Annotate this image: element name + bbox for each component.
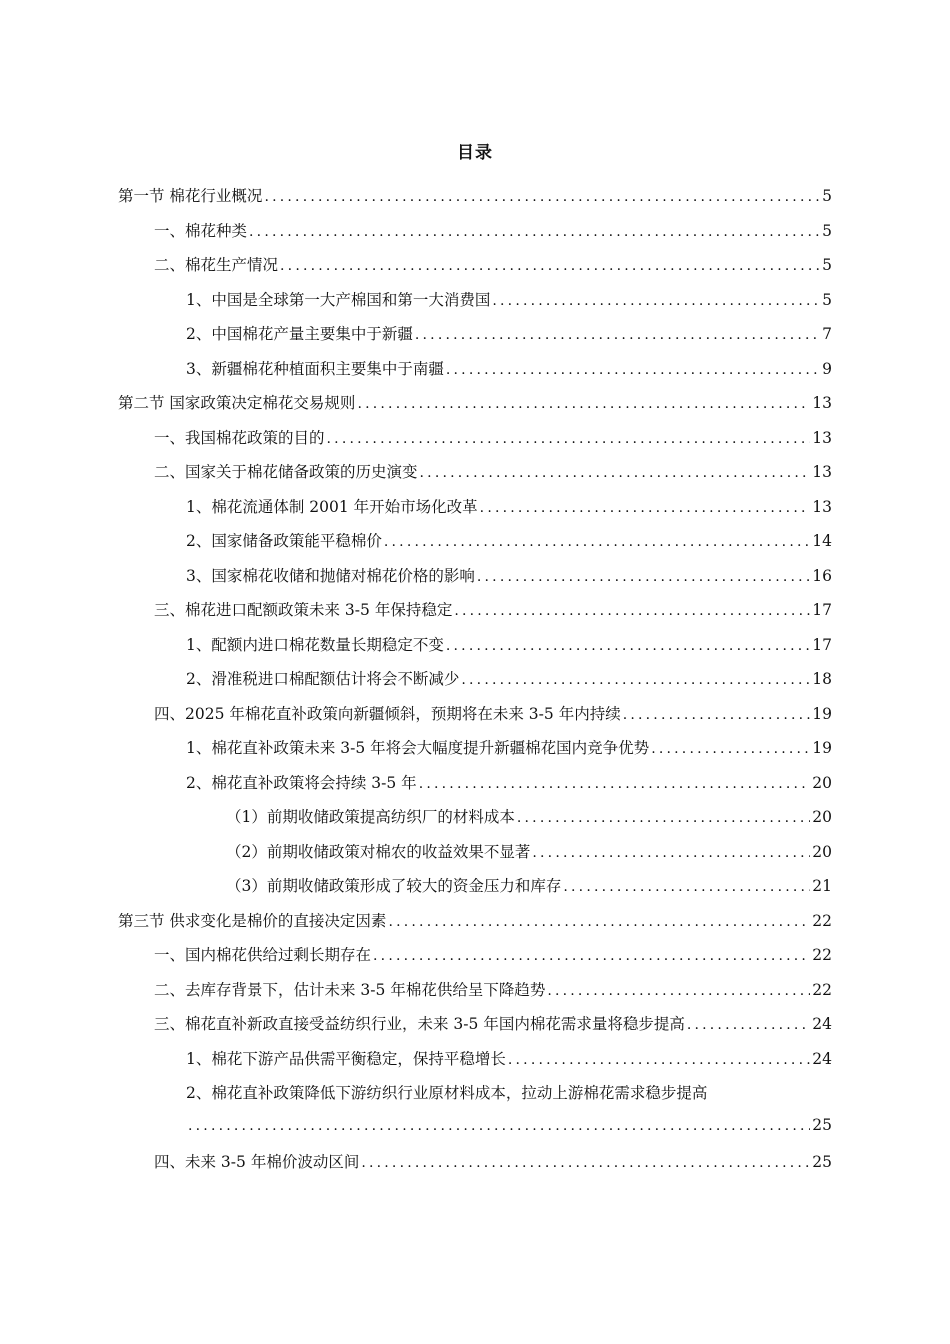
- toc-entry-text: 2、棉花直补政策将会持续 3-5 年: [186, 773, 417, 792]
- toc-leader-dots: [388, 914, 810, 930]
- toc-entry-line: [226, 840, 832, 862]
- toc-page-number: 13: [812, 394, 832, 412]
- toc-page-number: 5: [822, 290, 832, 309]
- toc-leader-dots: [687, 1017, 810, 1033]
- toc-leader-dots: [461, 672, 810, 688]
- toc-leader-dots: [280, 258, 820, 274]
- toc-entry[interactable]: [118, 765, 832, 800]
- toc-entry[interactable]: [118, 213, 832, 248]
- toc-page-number: 19: [812, 704, 832, 723]
- toc-leader-dots: [415, 327, 820, 343]
- toc-page-number: 5: [822, 221, 832, 240]
- toc-entry-line: [154, 426, 832, 448]
- toc-leader-dots: [517, 810, 810, 826]
- toc-leader-dots: [651, 741, 810, 757]
- toc-entry[interactable]: [118, 1075, 832, 1110]
- toc-page-number: 25: [812, 1115, 832, 1134]
- toc-entry-text: 一、我国棉花政策的目的: [154, 428, 325, 447]
- toc-leader-dots: [327, 431, 811, 447]
- toc-entry-line: [154, 460, 832, 482]
- toc-entry-text: 二、棉花生产情况: [154, 256, 279, 274]
- toc-page-number: 19: [812, 739, 832, 757]
- toc-leader-dots: [373, 948, 810, 964]
- toc-entry-text: 1、配额内进口棉花数量长期稳定不变: [186, 635, 444, 654]
- toc-page-number: 22: [812, 946, 832, 964]
- toc-page-number: 25: [812, 1153, 832, 1171]
- toc-entry-text: 2、中国棉花产量主要集中于新疆: [186, 325, 413, 343]
- toc-entry-line: [186, 1081, 832, 1103]
- toc-page-number: 22: [812, 980, 832, 999]
- toc-page-number: 17: [812, 601, 832, 619]
- toc-leader-dots: [446, 638, 810, 654]
- toc-leader-dots: [249, 224, 820, 240]
- toc-entry-text: 四、2025 年棉花直补政策向新疆倾斜，预期将在未来 3-5 年内持续: [154, 704, 621, 723]
- toc-entry-line: [186, 1116, 832, 1134]
- toc-entry-text: 2、国家储备政策能平稳棉价: [186, 532, 382, 550]
- toc-page-number: 22: [812, 911, 832, 930]
- toc-entry-text: 一、棉花种类: [154, 221, 248, 240]
- toc-entry[interactable]: [118, 316, 832, 351]
- toc-page-number: 17: [812, 635, 832, 654]
- toc-entry[interactable]: [118, 523, 832, 558]
- toc-entry[interactable]: [118, 282, 832, 317]
- toc-entry-line: [226, 874, 832, 896]
- toc-page-number: 5: [822, 187, 832, 205]
- toc-page-number: 24: [812, 1015, 832, 1033]
- toc-entry-line: [186, 736, 832, 758]
- toc-leader-dots: [446, 362, 820, 378]
- toc-entry-text: 二、国家关于棉花储备政策的历史演变: [154, 463, 418, 481]
- toc-entry-text: 三、棉花直补新政直接受益纺织行业，未来 3-5 年国内棉花需求量将稳步提高: [154, 1015, 685, 1033]
- toc-entry-line: [118, 909, 832, 931]
- toc-entry-text: 3、国家棉花收储和抛储对棉花价格的影响: [186, 566, 475, 585]
- toc-entry-text: （2）前期收储政策对棉农的收益效果不显著: [226, 842, 531, 861]
- toc-page-number: 9: [822, 359, 832, 378]
- toc-entry[interactable]: [118, 489, 832, 524]
- toc-leader-dots: [419, 776, 811, 792]
- toc-entry-text: 第一节 棉花行业概况: [118, 187, 263, 205]
- toc-entry-line: [186, 771, 832, 793]
- toc-page-number: 14: [812, 532, 832, 550]
- toc-entry-line: [186, 529, 832, 551]
- toc-page-number: 20: [812, 773, 832, 792]
- toc-entry[interactable]: [118, 1041, 832, 1076]
- toc-entry-line: [118, 391, 832, 413]
- toc-entry-text: 二、去库存背景下，估计未来 3-5 年棉花供给呈下降趋势: [154, 980, 546, 999]
- toc-entry-text: 2、棉花直补政策降低下游纺织行业原材料成本，拉动上游棉花需求稳步提高: [186, 1084, 708, 1102]
- toc-entry-line: [186, 322, 832, 344]
- toc-entry-line: [154, 598, 832, 620]
- toc-leader-dots: [547, 983, 810, 999]
- toc-entry[interactable]: [118, 903, 832, 938]
- toc-entry[interactable]: [118, 247, 832, 282]
- toc-entry-line: [186, 633, 832, 655]
- toc-page-number: 7: [822, 325, 832, 343]
- toc-entry[interactable]: [118, 592, 832, 627]
- toc-entry[interactable]: [118, 454, 832, 489]
- toc-leader-dots: [623, 707, 811, 723]
- toc-entry[interactable]: [118, 730, 832, 765]
- toc-entry-text: 三、棉花进口配额政策未来 3-5 年保持稳定: [154, 601, 453, 619]
- toc-entry-text: （1）前期收储政策提高纺织厂的材料成本: [226, 808, 515, 826]
- toc-entry-text: 2、滑准税进口棉配额估计将会不断减少: [186, 670, 460, 688]
- toc-entry-line: [186, 288, 832, 310]
- toc-title: 目录: [457, 143, 493, 163]
- toc-leader-dots: [357, 396, 810, 412]
- toc-entry[interactable]: [118, 834, 832, 869]
- toc-leader-dots: [492, 293, 820, 309]
- toc-entry-text: 四、未来 3-5 年棉价波动区间: [154, 1153, 360, 1171]
- toc-entry-line: [154, 978, 832, 1000]
- toc-entry[interactable]: [118, 627, 832, 662]
- toc-leader-dots: [188, 1118, 810, 1134]
- toc-leader-dots: [420, 465, 811, 481]
- table-of-contents: [118, 178, 832, 1179]
- toc-entry-line: [154, 253, 832, 275]
- toc-entry[interactable]: [118, 661, 832, 696]
- toc-page-number: 16: [812, 566, 832, 585]
- toc-page-number: 13: [812, 497, 832, 516]
- toc-entry-text: 3、新疆棉花种植面积主要集中于南疆: [186, 359, 444, 378]
- toc-entry[interactable]: [118, 1006, 832, 1041]
- toc-entry-text: 1、棉花直补政策未来 3-5 年将会大幅度提升新疆棉花国内竞争优势: [186, 739, 650, 757]
- toc-entry-line: [186, 564, 832, 586]
- toc-entry-line: [118, 184, 832, 206]
- toc-leader-dots: [264, 189, 820, 205]
- toc-entry-text: 第三节 供求变化是棉价的直接决定因素: [118, 911, 387, 930]
- toc-entry-line: [186, 495, 832, 517]
- toc-entry[interactable]: [118, 385, 832, 420]
- toc-entry-text: 1、棉花下游产品供需平衡稳定，保持平稳增长: [186, 1049, 506, 1068]
- toc-page-number: 13: [812, 428, 832, 447]
- toc-entry-line: [154, 219, 832, 241]
- toc-entry[interactable]: [118, 558, 832, 593]
- toc-entry-text: 一、国内棉花供给过剩长期存在: [154, 946, 372, 964]
- toc-entry-line: [186, 357, 832, 379]
- toc-entry[interactable]: [118, 937, 832, 972]
- toc-leader-dots: [563, 879, 810, 895]
- toc-page-number: 13: [812, 463, 832, 481]
- toc-entry[interactable]: [118, 799, 832, 834]
- toc-page-number: 18: [812, 670, 832, 688]
- toc-entry[interactable]: [118, 972, 832, 1007]
- toc-entry-text: 1、棉花流通体制 2001 年开始市场化改革: [186, 497, 478, 516]
- toc-entry-text: （3）前期收储政策形成了较大的资金压力和库存: [226, 877, 562, 895]
- toc-leader-dots: [477, 569, 810, 585]
- toc-leader-dots: [454, 603, 810, 619]
- toc-entry[interactable]: [118, 696, 832, 731]
- toc-entry[interactable]: [118, 1110, 832, 1145]
- toc-entry-line: [226, 805, 832, 827]
- toc-entry[interactable]: [118, 420, 832, 455]
- toc-leader-dots: [384, 534, 810, 550]
- toc-entry-line: [186, 667, 832, 689]
- toc-entry[interactable]: [118, 868, 832, 903]
- toc-entry-text: 1、中国是全球第一大产棉国和第一大消费国: [186, 290, 491, 309]
- toc-entry[interactable]: [118, 351, 832, 386]
- toc-entry-line: [154, 1012, 832, 1034]
- toc-page-number: 21: [812, 877, 832, 895]
- toc-leader-dots: [480, 500, 811, 516]
- toc-page-number: 24: [812, 1049, 832, 1068]
- toc-leader-dots: [508, 1052, 810, 1068]
- toc-leader-dots: [532, 845, 810, 861]
- toc-entry-text: 第二节 国家政策决定棉花交易规则: [118, 394, 356, 412]
- toc-page-number: 20: [812, 842, 832, 861]
- toc-page-number: 5: [822, 256, 832, 274]
- toc-page-number: 20: [812, 808, 832, 826]
- toc-entry-line: [154, 702, 832, 724]
- toc-entry-line: [154, 1150, 832, 1172]
- toc-entry-line: [186, 1047, 832, 1069]
- toc-entry[interactable]: [118, 1144, 832, 1179]
- toc-leader-dots: [361, 1155, 810, 1171]
- toc-entry-line: [154, 943, 832, 965]
- toc-entry[interactable]: [118, 178, 832, 213]
